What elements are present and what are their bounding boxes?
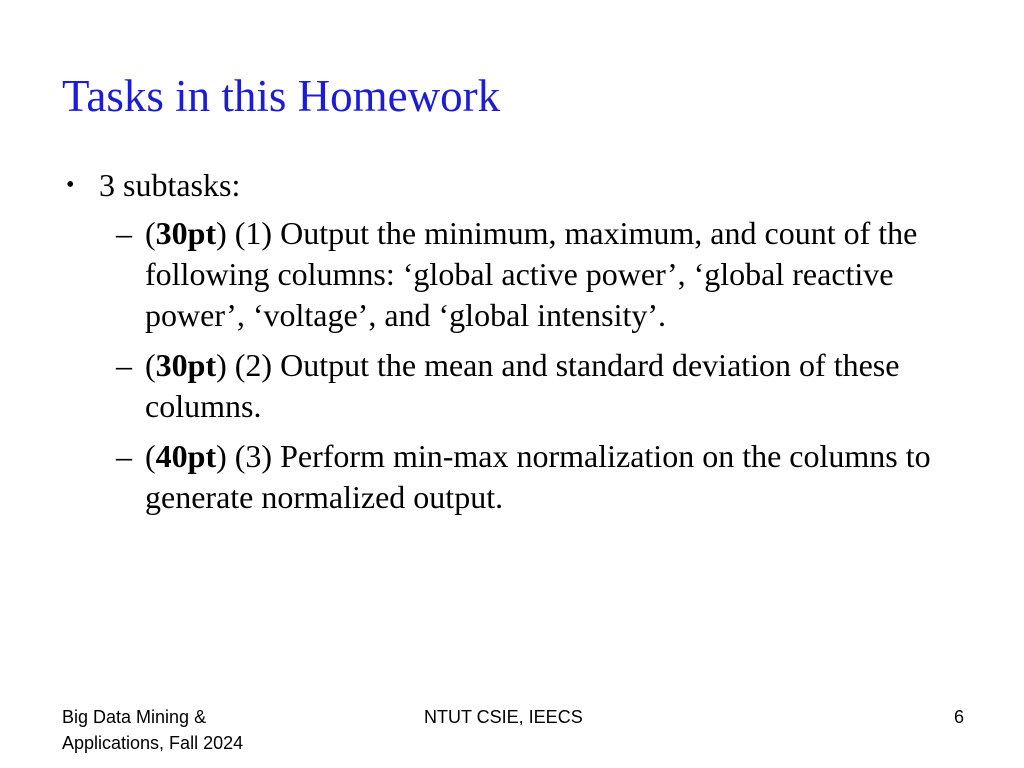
dash-icon: – — [116, 347, 132, 383]
open-paren: ( — [145, 215, 156, 251]
close-paren: ) — [216, 347, 227, 383]
sub-bullet-text: (2) Output the mean and standard deviation of these columns. — [145, 347, 900, 424]
sub-bullet-item — [62, 436, 965, 518]
open-paren: ( — [145, 347, 156, 383]
sub-bullet-list — [62, 213, 972, 518]
page-number: 6 — [953, 707, 964, 727]
sub-bullet-item — [62, 213, 965, 336]
footer-course-line1: Big Data Mining & — [62, 707, 207, 727]
sub-bullet-text: (3) Perform min-max normalization on the columns to generate normalized output. — [145, 438, 931, 515]
points-label: 30pt — [155, 215, 217, 251]
close-paren: ) — [216, 438, 227, 474]
bullet-item — [62, 165, 972, 206]
bullet-icon: • — [66, 172, 75, 198]
sub-bullet-text: (1) Output the minimum, maximum, and count of the following columns: ‘global active power’, ‘global reactive power’, ‘voltage’, and ‘global intensity’. — [145, 215, 918, 333]
close-paren: ) — [216, 215, 227, 251]
footer-course — [62, 704, 302, 756]
dash-icon: – — [116, 438, 132, 474]
slide-title: Tasks in this Homework — [62, 71, 501, 121]
points-label: 30pt — [155, 347, 217, 383]
bullet-text: 3 subtasks: — [99, 167, 241, 203]
bullet-list — [62, 165, 972, 527]
sub-bullet-item — [62, 345, 965, 427]
points-label: 40pt — [155, 438, 217, 474]
footer-course-line2: Applications, Fall 2024 — [62, 733, 244, 753]
dash-icon: – — [116, 215, 132, 251]
open-paren: ( — [145, 438, 156, 474]
footer-affiliation: NTUT CSIE, IEECS — [424, 707, 583, 727]
